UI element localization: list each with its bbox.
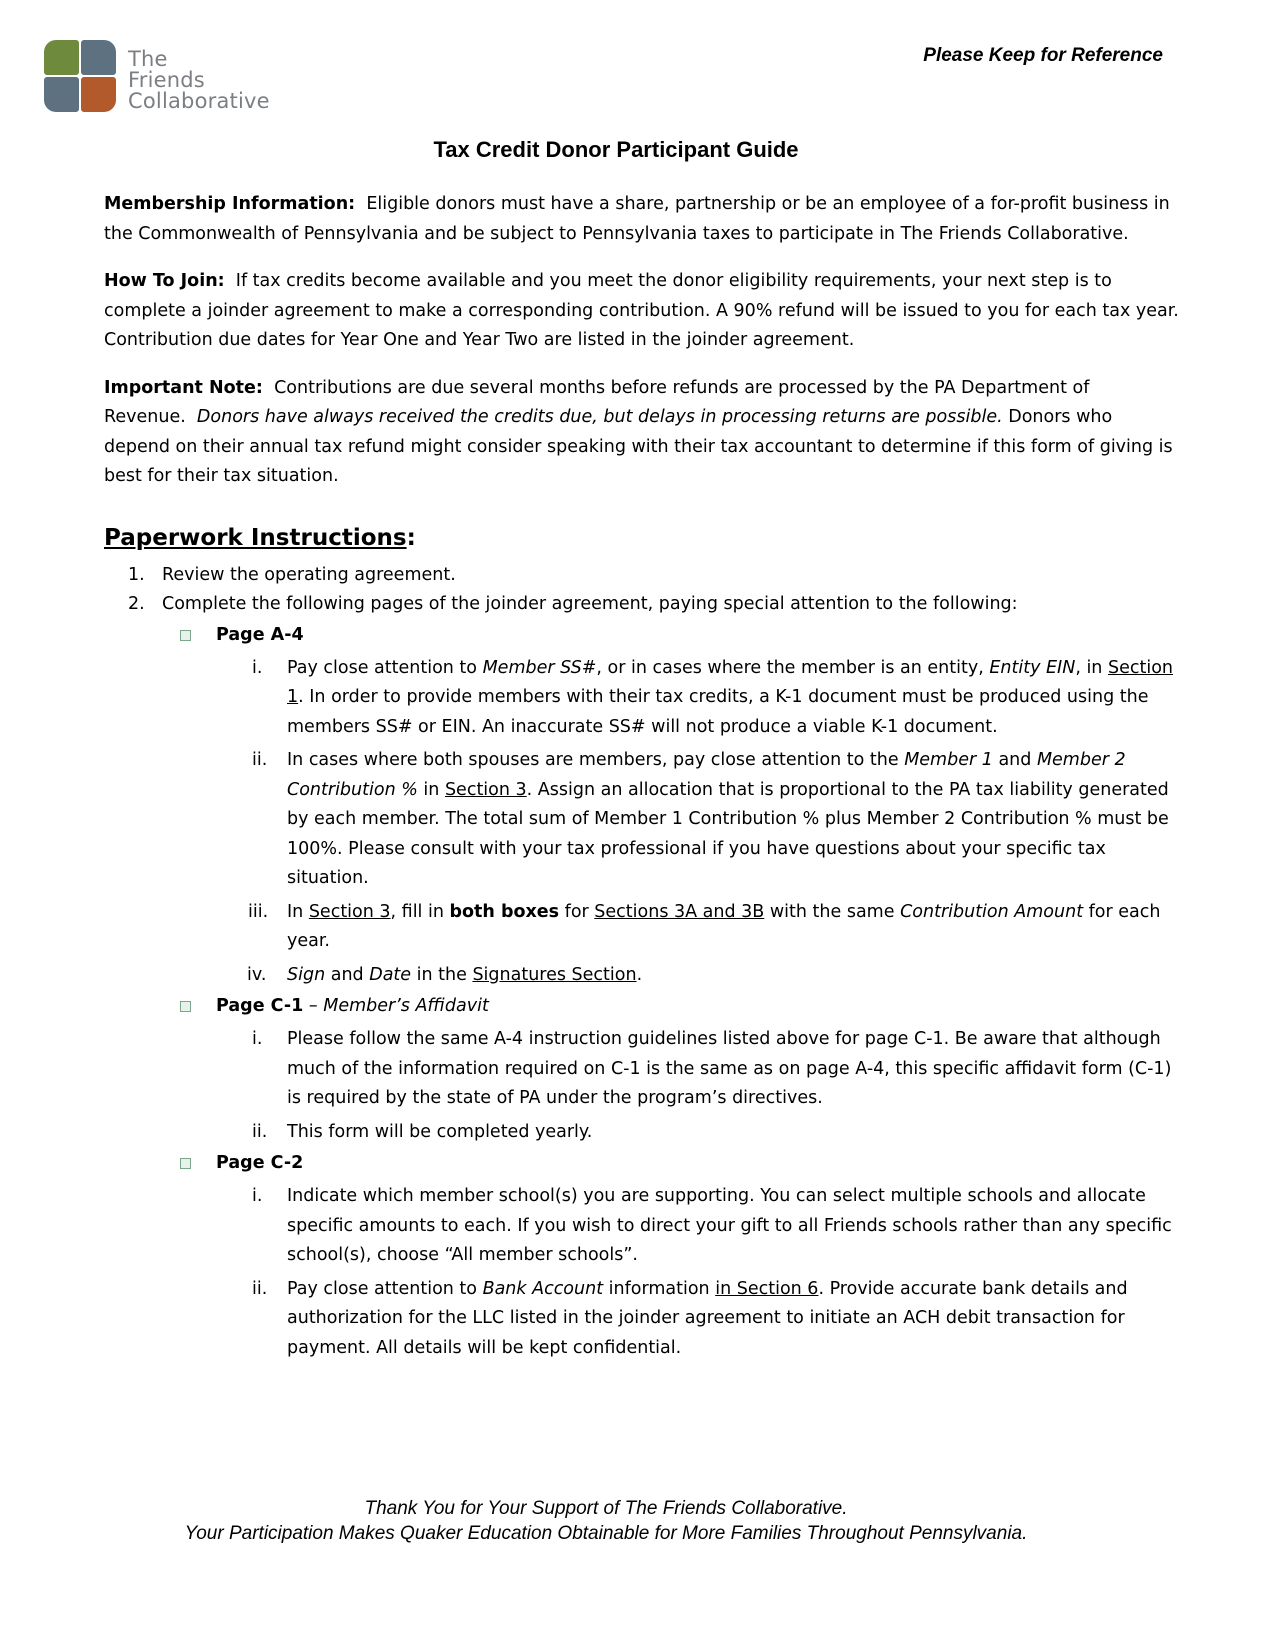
roman-numeral: i. <box>252 657 263 678</box>
text-run: information <box>603 1278 716 1299</box>
text-run: with the same <box>764 901 901 922</box>
section-3-ref: Section 3 <box>444 779 527 800</box>
signatures-section-ref: Signatures Section <box>472 964 637 985</box>
step-item <box>104 590 1179 619</box>
checkbox-bullet-icon <box>180 1158 191 1169</box>
text-run: and <box>325 964 370 985</box>
page-c1-item <box>104 992 1179 1021</box>
logo-square-rust <box>81 77 116 112</box>
c1-item-ii <box>104 1118 1179 1148</box>
text-run: , in <box>1075 657 1108 678</box>
member-1-term: Member 1 <box>904 750 993 770</box>
c1-item-text: This form will be completed yearly. <box>287 1121 593 1142</box>
page-c1-dash: – <box>303 996 324 1016</box>
c2-item-ii <box>104 1275 1179 1364</box>
roman-numeral: iv. <box>247 964 267 985</box>
a4-item-iv <box>104 961 1179 991</box>
logo-line-2: Friends <box>128 68 205 92</box>
date-term: Date <box>369 964 412 985</box>
page-a4-label: Page A-4 <box>216 624 304 645</box>
checkbox-bullet-icon <box>180 1001 191 1012</box>
section-3-ref: Section 3 <box>308 901 391 922</box>
footer <box>0 1496 1212 1546</box>
text-run: , fill in <box>390 901 450 922</box>
roman-numeral: ii. <box>252 1278 268 1299</box>
roman-numeral: i. <box>252 1186 263 1206</box>
both-boxes-term: both boxes <box>449 901 560 922</box>
member-2-contribution-term: Member 2 Contribution % <box>287 750 1126 800</box>
reference-note: Please Keep for Reference <box>923 45 1163 66</box>
c1-item-i <box>104 1025 1179 1114</box>
text-run: . <box>636 964 643 985</box>
roman-numeral: i. <box>252 1029 263 1049</box>
step-number: 1. <box>128 564 145 585</box>
c2-item-i <box>104 1182 1179 1271</box>
important-note-label: Important Note: <box>104 377 263 398</box>
text-run: , or in cases where the member is an entity, <box>596 657 990 678</box>
text-run: for <box>559 901 595 922</box>
logo-square-green <box>44 40 79 75</box>
text-run: Pay close attention to <box>287 1278 483 1299</box>
text-run: in the <box>411 964 473 985</box>
step-text: Complete the following pages of the joinder agreement, paying special attention to the following: <box>162 593 1018 614</box>
membership-paragraph <box>104 190 1179 249</box>
text-run: for each year. <box>287 901 1161 951</box>
page-a4-item <box>104 621 1179 650</box>
membership-text: Eligible donors must have a share, partnership or be an employee of a for-profit business in the Commonwealth of Pennsylvania and be subject to Pennsylvania taxes to participate in The Friends Collaborative. <box>104 194 1170 244</box>
sign-term: Sign <box>287 964 326 985</box>
section-1-ref: Section 1 <box>287 657 1173 707</box>
c1-item-text: Please follow the same A-4 instruction guidelines listed above for page C-1. Be aware that although much of the information required on C-1 is the same as on page A-4, this specific affidavit form (C-1) is required by the state of PA under the program’s directives. <box>287 1029 1172 1108</box>
paperwork-heading-colon: : <box>406 524 416 551</box>
a4-item-ii <box>104 746 1179 894</box>
section-6-ref: in Section 6 <box>715 1278 819 1299</box>
contribution-amount-term: Contribution Amount <box>900 901 1084 922</box>
logo-square-slate-top <box>81 40 116 75</box>
c2-item-text: Indicate which member school(s) you are supporting. You can select multiple schools and allocate specific amounts to each. If you wish to direct your gift to all Friends schools rather than any specific school(s), choose “All member schools”. <box>287 1186 1172 1265</box>
steps-list <box>104 561 1179 619</box>
important-note-paragraph <box>104 374 1179 492</box>
roman-numeral: ii. <box>252 1121 268 1142</box>
roman-numeral: iii. <box>248 901 269 922</box>
paperwork-heading-text: Paperwork Instructions <box>104 524 407 551</box>
text-run: and <box>992 750 1037 770</box>
sections-3a-3b-ref: Sections 3A and 3B <box>594 901 765 922</box>
step-item <box>104 561 1179 590</box>
membership-label: Membership Information: <box>104 194 356 214</box>
footer-line-1: Thank You for Your Support of The Friends Collaborative. <box>364 1498 848 1519</box>
page-c1-label: Page C-1 <box>216 996 304 1016</box>
logo-line-3: Collaborative <box>128 89 270 113</box>
logo-wordmark <box>128 49 270 112</box>
how-to-join-paragraph <box>104 267 1179 356</box>
logo <box>44 40 304 120</box>
text-run: . Provide accurate bank details and authorization for the LLC listed in the joinder agreement to initiate an ACH debit transaction for payment. All details will be kept confidential. <box>287 1278 1128 1358</box>
page-title: Tax Credit Donor Participant Guide <box>433 137 799 162</box>
logo-square-slate-bottom <box>44 77 79 112</box>
text-run: In <box>287 901 309 922</box>
important-note-italic: Donors have always received the credits due, but delays in processing returns are possible. <box>196 407 1003 427</box>
page-c1-subtitle: Member’s Affidavit <box>323 996 489 1016</box>
text-run: in <box>417 779 445 800</box>
a4-item-i <box>104 654 1179 743</box>
important-note-text-2: Donors who depend on their annual tax refund might consider speaking with their tax accountant to determine if this form of giving is best for their tax situation. <box>104 407 1173 486</box>
how-to-join-text: If tax credits become available and you meet the donor eligibility requirements, your next step is to complete a joinder agreement to make a corresponding contribution. A 90% refund will be issued to you for each tax year. Contribution due dates for Year One and Year Two are listed in the joinder agreement. <box>104 271 1179 350</box>
member-ss-term: Member SS# <box>482 657 597 678</box>
logo-line-1: The <box>128 47 168 71</box>
footer-line-2: Your Participation Makes Quaker Education Obtainable for More Families Throughout Pennsylvania. <box>184 1523 1028 1544</box>
a4-item-iii <box>104 898 1179 957</box>
roman-numeral: ii. <box>252 750 268 770</box>
text-run: . In order to provide members with their tax credits, a K-1 document must be produced using the members SS# or EIN. An inaccurate SS# will not produce a viable K-1 document. <box>287 687 1149 737</box>
text-run: Pay close attention to <box>287 657 483 678</box>
page-c2-item <box>104 1149 1179 1178</box>
step-number: 2. <box>128 593 145 614</box>
document-body <box>104 190 1179 1363</box>
how-to-join-label: How To Join: <box>104 271 225 291</box>
entity-ein-term: Entity EIN <box>989 657 1076 678</box>
text-run: In cases where both spouses are members, pay close attention to the <box>287 750 905 770</box>
bank-account-term: Bank Account <box>482 1278 604 1299</box>
step-text: Review the operating agreement. <box>162 564 456 585</box>
page-c2-label: Page C-2 <box>216 1153 304 1173</box>
important-note-text-1: Contributions are due several months before refunds are processed by the PA Department of Revenue. <box>104 377 1090 427</box>
text-run: . Assign an allocation that is proportional to the PA tax liability generated by each member. The total sum of Member 1 Contribution % plus Member 2 Contribution % must be 100%. Please consult with your tax professional if you have questions about your specific tax situation. <box>287 779 1169 888</box>
checkbox-bullet-icon <box>180 630 191 641</box>
paperwork-heading <box>104 523 1179 553</box>
